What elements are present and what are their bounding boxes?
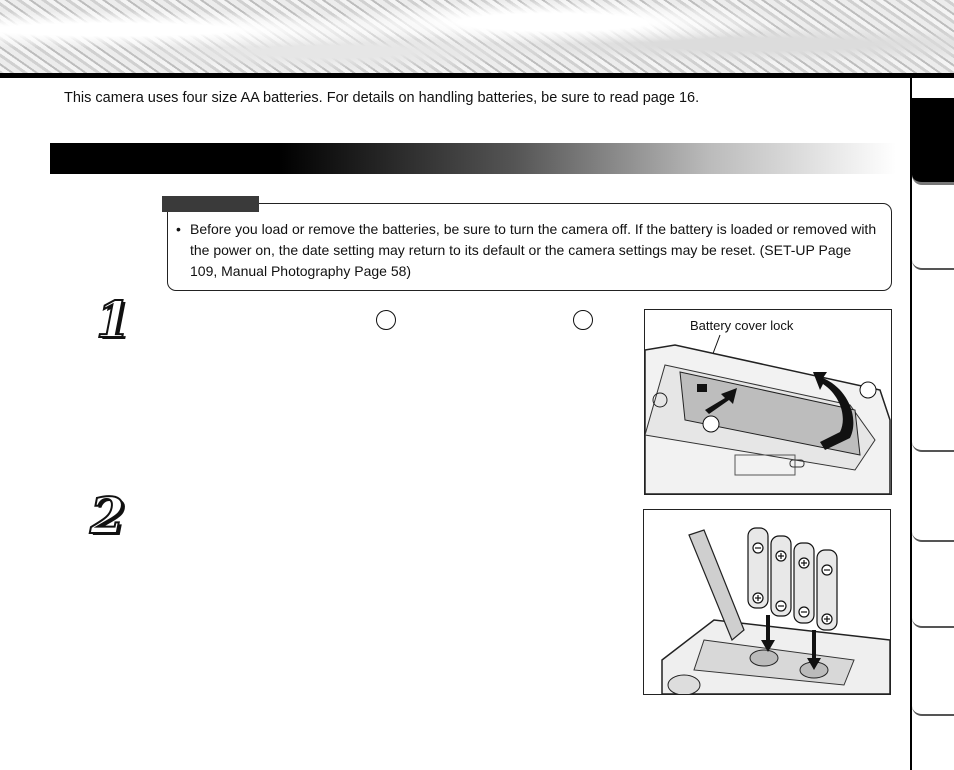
- side-index-tab[interactable]: [912, 542, 954, 628]
- battery-insertion-illustration: [644, 510, 890, 694]
- step-number-2: 2: [90, 486, 125, 545]
- side-index-tab[interactable]: [912, 630, 954, 716]
- figure-battery-cover: [644, 309, 892, 495]
- note-label-tab: [162, 196, 259, 212]
- side-index-tab[interactable]: [912, 370, 954, 452]
- side-index-tab[interactable]: [912, 184, 954, 270]
- battery-cover-lock-label: Battery cover lock: [690, 318, 794, 333]
- header-banner: [0, 0, 954, 74]
- callout-circle-2: [573, 310, 593, 330]
- note-text: Before you load or remove the batteries, be sure to turn the camera off. If the battery is loaded or removed with the power on, the date setting may return to its default or the camera settings may be reset. (SET-UP Page 109, Manual Photography Page 58): [190, 221, 877, 279]
- intro-text: This camera uses four size AA batteries. For details on handling batteries, be sure to read page 16.: [64, 90, 700, 106]
- header-rule: [0, 73, 954, 78]
- figure-battery-insertion: [643, 509, 891, 695]
- step-number-1: 1: [96, 290, 131, 349]
- callout-circle-1: [376, 310, 396, 330]
- note-bullet: •: [176, 221, 181, 237]
- side-index-tab-active[interactable]: [912, 98, 954, 185]
- camera-bottom-illustration: [645, 310, 891, 494]
- lock-switch: [697, 384, 707, 392]
- side-index-tab[interactable]: [912, 456, 954, 542]
- section-heading-bar: [50, 143, 896, 174]
